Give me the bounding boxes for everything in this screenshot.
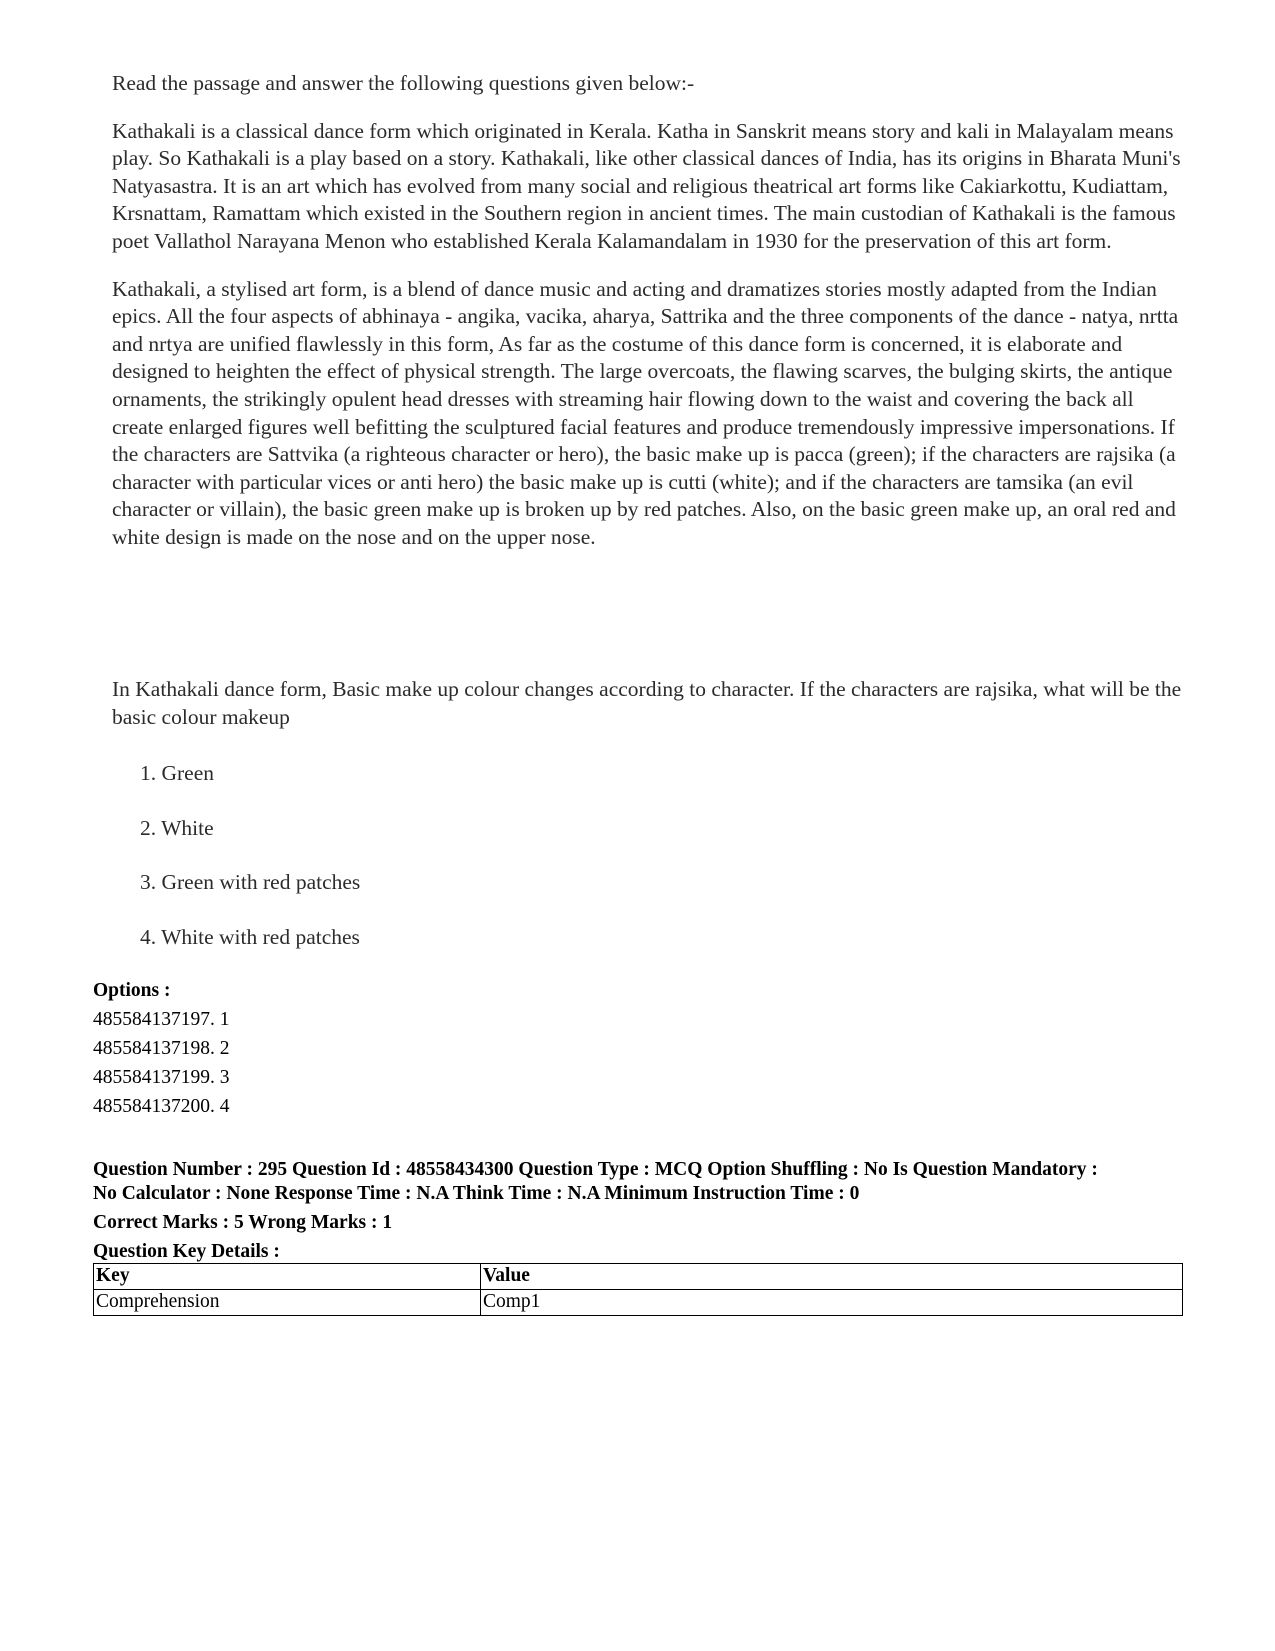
options-block — [93, 976, 230, 1121]
option-id-line: 485584137198. 2 — [93, 1038, 230, 1059]
options-title: Options : — [93, 980, 171, 1001]
table-header-value: Value — [481, 1264, 1183, 1290]
choice-item: 3. Green with red patches — [140, 870, 361, 894]
option-id-line: 485584137197. 1 — [93, 1009, 230, 1030]
question-meta — [93, 1158, 1193, 1264]
choice-item: 2. White — [140, 815, 214, 840]
choice-item: 1. Green — [140, 761, 215, 785]
key-details-title: Question Key Details : — [93, 1241, 280, 1262]
passage-paragraph-2: Kathakali, a stylised art form, is a blend of dance music and acting and dramatizes stories mostly adapted from the Indian epics. All the four aspects of abhinaya - angika, vacika, aharya, Sattrika and the three components of the dance - natya, nrtta and nrtya are unified flawlessly in this form, As far as the costume of this dance form is concerned, it is elaborate and designed to heighten the effect of physical strength. The large overcoats, the flawing scarves, the bulging skirts, the antique ornaments, the strikingly opulent head dresses with streaming hair flowing down to the waist and covering the back all create enlarged figures well befitting the sculptured facial features and produce tremendously impressive impersonations. If the characters are Sattvika (a righteous character or hero), the basic make up is pacca (green); if the characters are rajsika (a character with particular vices or anti hero) the basic make up is cutti (white); and if the characters are tamsika (an evil character or villain), the basic green make up is broken up by red patches. Also, on the basic green make up, an oral red and white design is made on the nose and on the upper nose. — [112, 276, 1179, 549]
question-meta-line-1: Question Number : 295 Question Id : 48558434300 Question Type : MCQ Option Shuffling : No Is Question Mandatory : — [93, 1159, 1098, 1180]
question-text: In Kathakali dance form, Basic make up colour changes according to character. If the characters are rajsika, what will be the basic colour makeup — [112, 677, 1182, 729]
key-details-table — [93, 1263, 1183, 1316]
table-header-row — [94, 1264, 1183, 1290]
passage-paragraph-1: Kathakali is a classical dance form which originated in Kerala. Katha in Sanskrit means story and kali in Malayalam means play. So Kathakali is a play based on a story. Kathakali, like other classical dances of India, has its origins in Bharata Muni's Natyasastra. It is an art which has evolved from many social and religious theatrical art forms like Cakiarkottu, Kudiattam, Krsnattam, Ramattam which existed in the Southern region in ancient times. The main custodian of Kathakali is the famous poet Vallathol Narayana Menon who established Kerala Kalamandalam in 1930 for the preservation of this art form. — [112, 118, 1181, 253]
marks-line: Correct Marks : 5 Wrong Marks : 1 — [93, 1212, 393, 1233]
passage-instruction: Read the passage and answer the following questions given below:- — [112, 71, 695, 95]
table-row — [94, 1290, 1183, 1316]
table-cell-key: Comprehension — [94, 1290, 481, 1316]
question-meta-line-2: No Calculator : None Response Time : N.A Think Time : N.A Minimum Instruction Time : 0 — [93, 1183, 860, 1204]
passage-block — [112, 70, 1182, 552]
option-id-line: 485584137200. 4 — [93, 1096, 230, 1117]
table-header-key: Key — [94, 1264, 481, 1290]
choice-list — [140, 760, 360, 978]
table-cell-value: Comp1 — [481, 1290, 1183, 1316]
choice-item: 4. White with red patches — [140, 924, 360, 949]
option-id-line: 485584137199. 3 — [93, 1067, 230, 1088]
